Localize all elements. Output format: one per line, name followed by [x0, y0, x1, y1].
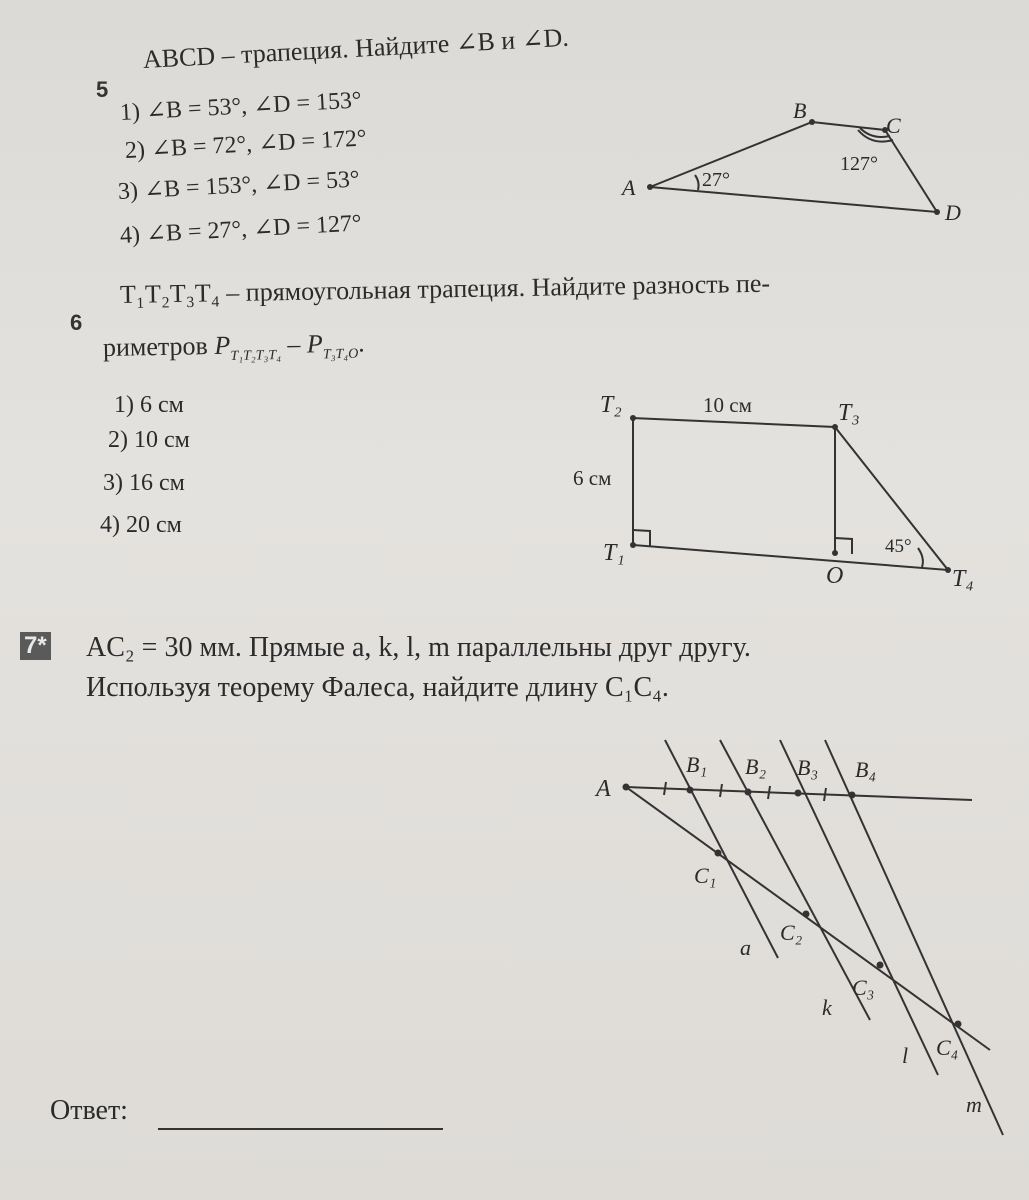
tick-mark-4	[824, 788, 826, 801]
task5-statement: ABCD – трапеция. Найдите ∠B и ∠D.	[142, 22, 570, 74]
point-t4-dot	[945, 567, 951, 573]
label-t4: T₄	[952, 566, 974, 592]
label-line-a: a	[740, 935, 751, 960]
point-b2-dot	[745, 789, 752, 796]
label-line-m: m	[966, 1092, 982, 1117]
line-k	[720, 740, 870, 1020]
point-b3-dot	[795, 790, 802, 797]
angle-a-value: 27°	[702, 169, 730, 191]
point-a-dot	[647, 184, 653, 190]
label-line-k: k	[822, 995, 832, 1020]
point-c4-dot	[955, 1021, 962, 1028]
label-t1: T₁	[603, 540, 625, 566]
task6-prefix: риметров	[102, 331, 215, 362]
task6-option-4: 4) 20 см	[100, 512, 182, 538]
perimeter-2-symbol: P	[306, 329, 323, 359]
point-b4-dot	[849, 792, 856, 799]
left-side-length: 6 см	[573, 466, 612, 490]
label-c2: C₂	[780, 920, 803, 945]
tick-mark-1	[664, 782, 666, 795]
task7-statement-line1: AC₂ = 30 мм. Прямые a, k, l, m параллельны друг другу.	[86, 632, 751, 663]
line-l	[780, 740, 938, 1075]
task6-number: 6	[70, 310, 83, 335]
label-t3: T₃	[838, 400, 860, 426]
label-c3: C₃	[852, 975, 875, 1000]
task5-option-3: 3) ∠B = 153°, ∠D = 53°	[117, 166, 361, 205]
line-m	[825, 740, 1003, 1135]
angle-c-value: 127°	[840, 153, 878, 175]
point-b-dot	[809, 119, 815, 125]
point-o-dot	[832, 550, 838, 556]
top-side-length: 10 см	[703, 393, 752, 417]
label-b4: B₄	[855, 757, 877, 782]
thales-figure	[626, 740, 1003, 1135]
task6-option-2: 2) 10 см	[108, 427, 190, 453]
label-b: B	[793, 98, 807, 123]
point-c1-dot	[715, 850, 722, 857]
task6-statement-line1: T₁T₂T₃T₄ – прямоугольная трапеция. Найдите разность пе-	[119, 268, 771, 309]
angle-t4-arc	[918, 548, 923, 567]
label-a: A	[622, 175, 636, 200]
label-c1: C₁	[694, 863, 717, 888]
perimeter-1-subscript: T₁T₂T₃T₄	[230, 348, 282, 364]
point-d-dot	[934, 209, 940, 215]
perimeter-1-symbol: P	[214, 330, 231, 361]
label-d: D	[945, 200, 961, 225]
task7-statement-line2: Используя теорему Фалеса, найдите длину C₁C₄.	[86, 672, 669, 703]
label-line-l: l	[902, 1043, 909, 1068]
point-c2-dot	[803, 911, 810, 918]
task5-number: 5	[96, 77, 109, 102]
point-c3-dot	[877, 962, 884, 969]
angle-a-arc	[695, 175, 699, 190]
tick-mark-3	[768, 786, 770, 799]
label-b3: B₃	[797, 755, 819, 780]
answer-label: Ответ:	[50, 1095, 128, 1126]
perimeter-2-subscript: T₃T₄O	[322, 346, 359, 363]
period: .	[357, 328, 365, 358]
point-t2-dot	[630, 415, 636, 421]
label-b1: B₁	[686, 752, 708, 777]
label-t2: T₂	[600, 392, 622, 418]
label-b2: B₂	[745, 754, 767, 779]
task7-number: 7*	[20, 632, 51, 660]
label-o: O	[826, 563, 844, 589]
task5-option-2: 2) ∠B = 72°, ∠D = 172°	[124, 125, 368, 164]
point-a7-dot	[623, 784, 630, 791]
point-b1-dot	[687, 787, 694, 794]
task5-option-4: 4) ∠B = 27°, ∠D = 127°	[119, 210, 363, 249]
label-a7: A	[596, 776, 611, 802]
tick-mark-2	[720, 784, 722, 797]
label-c4: C₄	[936, 1035, 959, 1060]
task6-option-3: 3) 16 см	[103, 470, 185, 496]
ray-ac	[626, 787, 990, 1050]
angle-t4-value: 45°	[885, 536, 912, 557]
label-c: C	[886, 113, 901, 138]
point-t1-dot	[630, 542, 636, 548]
task6-option-1: 1) 6 см	[114, 392, 184, 418]
minus-sign: –	[280, 329, 308, 359]
task5-option-1: 1) ∠B = 53°, ∠D = 153°	[119, 87, 363, 126]
